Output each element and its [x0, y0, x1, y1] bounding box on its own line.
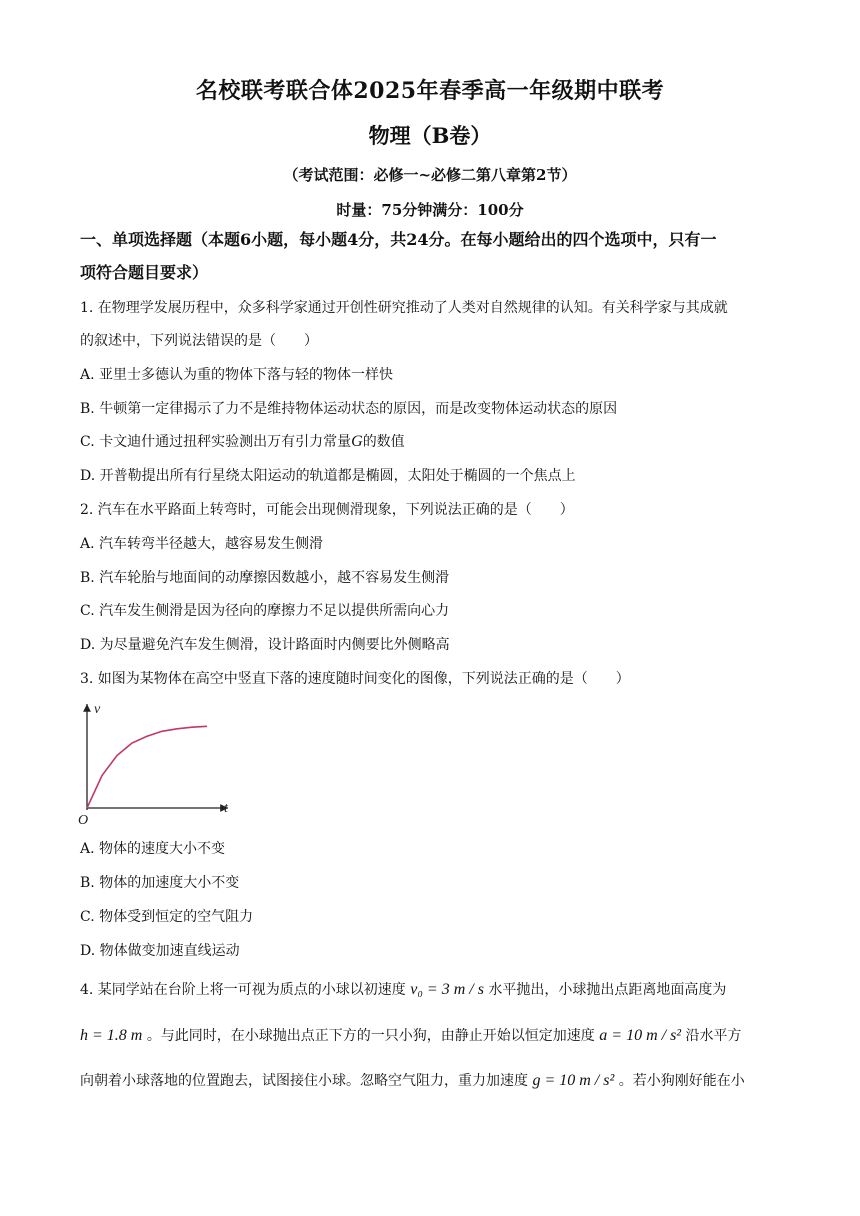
q2-option-c: C. 汽车发生侧滑是因为径向的摩擦力不足以提供所需向心力: [80, 603, 450, 619]
q1-option-a: A. 亚里士多德认为重的物体下落与轻的物体一样快: [80, 367, 394, 383]
time-score: 时量：75分钟满分：100分: [336, 201, 524, 219]
q4-line1-tail: 水平抛出，小球抛出点距离地面高度为: [488, 982, 727, 998]
q2-option-b: B. 汽车轮胎与地面间的动摩擦因数越小，越不容易发生侧滑: [80, 570, 450, 586]
x-axis-label: t: [224, 801, 228, 816]
q4-line3-text: 向朝着小球落地的位置跑去，试图接住小球。忽略空气阻力，重力加速度: [80, 1073, 528, 1089]
section1-heading-line1: 一、单项选择题（本题6小题，每小题4分，共24分。在每小题给出的四个选项中，只有一: [80, 230, 717, 249]
q4-line2: [80, 1026, 785, 1046]
q3-option-b: B. 物体的加速度大小不变: [80, 875, 240, 891]
exam-title: 名校联考联合体2025年春季高一年级期中联考: [195, 78, 665, 104]
q4-line3-tail: 。若小狗刚好能在小: [618, 1073, 745, 1089]
acceleration-expression: a = 10 m / s²: [599, 1027, 682, 1044]
initial-velocity-expression: v₀ = 3 m / s: [410, 981, 484, 998]
gravitational-constant-symbol: G: [351, 433, 363, 450]
q3-option-d: D. 物体做变加速直线运动: [80, 943, 240, 959]
q2-option-d: D. 为尽量避免汽车发生侧滑，设计路面时内侧要比外侧略高: [80, 637, 450, 653]
q2-stem: 2. 汽车在水平路面上转弯时，可能会出现侧滑现象，下列说法正确的是（ ）: [80, 502, 574, 518]
q4-line2-text: 。与此同时，在小球抛出点正下方的一只小狗，由静止开始以恒定加速度: [146, 1028, 595, 1044]
q1-option-c-text: C. 卡文迪什通过扭秤实验测出万有引力常量: [80, 434, 352, 450]
q4-line1: [80, 980, 785, 1000]
y-axis-label: v: [94, 702, 101, 717]
q1-option-d: D. 开普勒提出所有行星绕太阳运动的轨道都是椭圆，太阳处于椭圆的一个焦点上: [80, 468, 576, 484]
q4-line2-tail: 沿水平方: [685, 1028, 742, 1044]
q4-line1-text: 4. 某同学站在台阶上将一可视为质点的小球以初速度: [80, 982, 406, 998]
velocity-curve: [87, 726, 207, 808]
q2-option-a: A. 汽车转弯半径越大，越容易发生侧滑: [80, 536, 324, 552]
q1-option-c-tail: 的数值: [362, 434, 405, 450]
q1-option-c: [80, 432, 785, 452]
q3-option-a: A. 物体的速度大小不变: [80, 841, 226, 857]
subject-title: 物理（B卷）: [368, 123, 492, 148]
section1-heading-line2: 项符合题目要求）: [80, 263, 209, 282]
height-expression: h = 1.8 m: [80, 1027, 143, 1044]
velocity-time-graph: [76, 700, 246, 830]
q3-option-c: C. 物体受到恒定的空气阻力: [80, 909, 254, 925]
origin-label: O: [78, 813, 89, 828]
q4-line3: [80, 1071, 785, 1091]
q1-stem-line1: 1. 在物理学发展历程中，众多科学家通过开创性研究推动了人类对自然规律的认知。有关科学家与其成就: [80, 300, 728, 316]
q3-stem: 3. 如图为某物体在高空中竖直下落的速度随时间变化的图像，下列说法正确的是（ ）: [80, 671, 630, 687]
q1-option-b: B. 牛顿第一定律揭示了力不是维持物体运动状态的原因，而是改变物体运动状态的原因: [80, 401, 618, 417]
exam-scope: （考试范围：必修一~必修二第八章第2节）: [283, 166, 577, 184]
q1-stem-line2: 的叙述中，下列说法错误的是（ ）: [80, 333, 318, 349]
gravity-expression: g = 10 m / s²: [532, 1072, 615, 1089]
